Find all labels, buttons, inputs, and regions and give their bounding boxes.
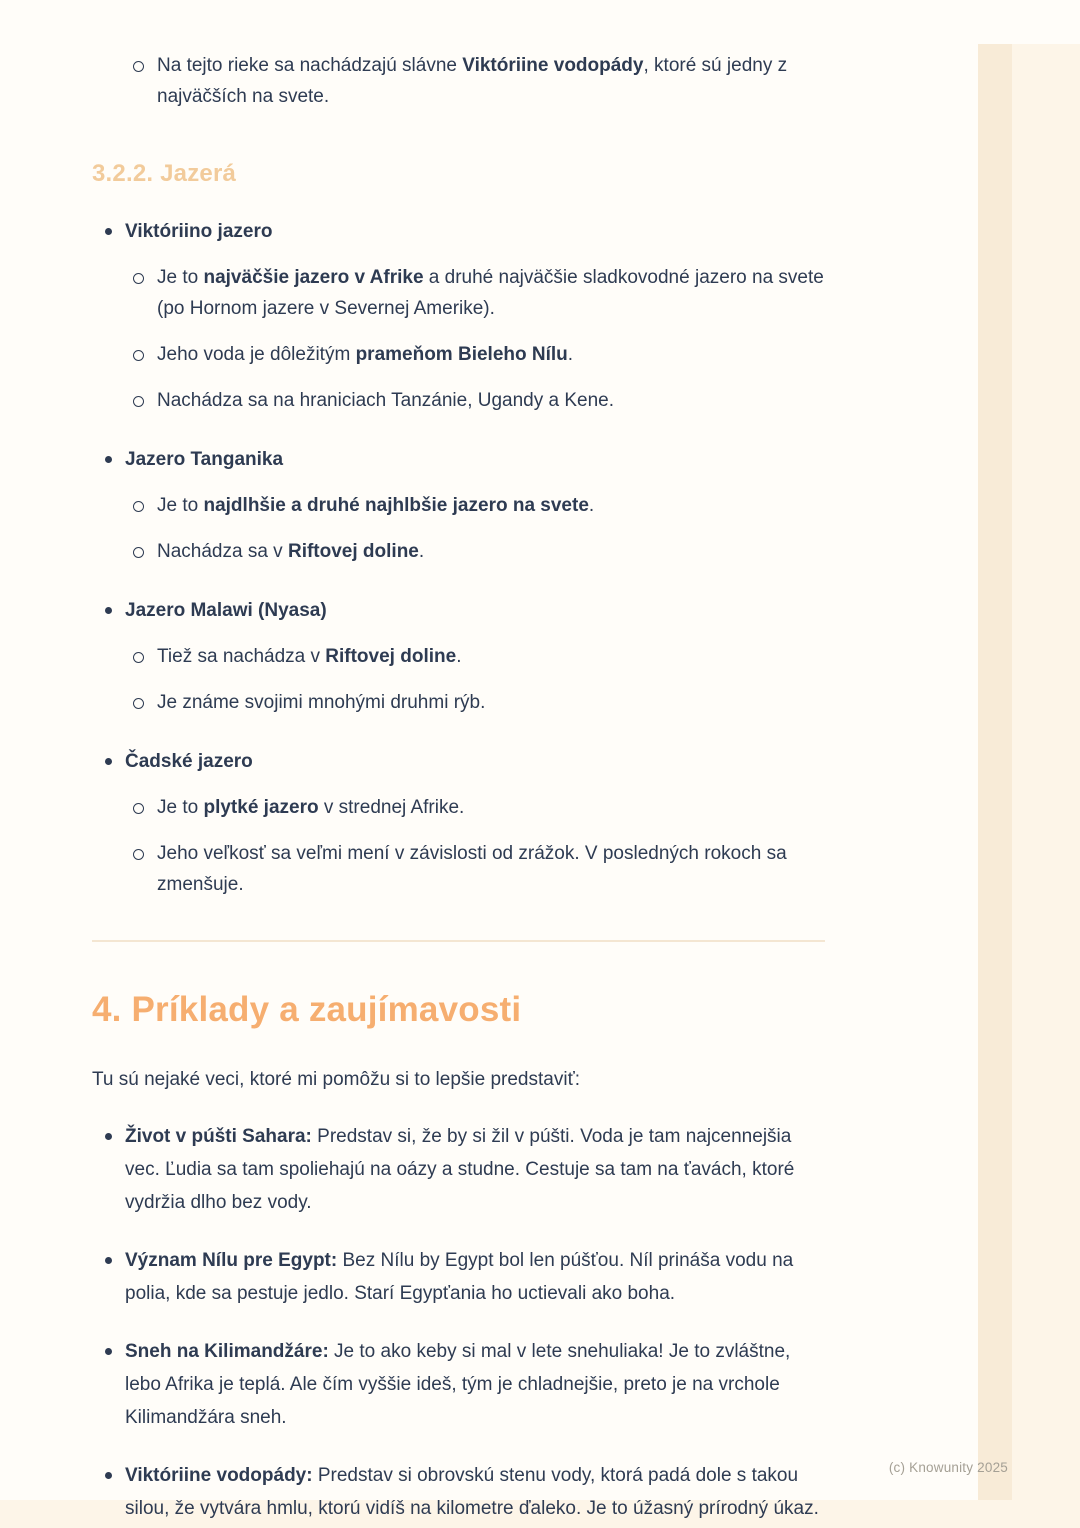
carryover-sublist [92, 50, 825, 112]
subitem-text: Na tejto rieke sa nachádzajú slávne Viktóriine vodopády, ktoré sú jedny z najväčších na svete. [157, 55, 788, 107]
lake-title: Jazero Tanganika [125, 449, 284, 470]
list-subitem [125, 641, 825, 672]
list-subitem [125, 687, 825, 718]
subitem-text: Je to najdlhšie a druhé najhlbšie jazero na svete. [157, 495, 595, 516]
example-text: Viktóriine vodopády: Predstav si obrovskú stenu vody, ktorá padá dole s takou silou, že vytvára hmlu, ktorú vidíš na kilometre ďaleko. Je to úžasný prírodný úkaz. [125, 1465, 819, 1519]
list-item-lake-tanganika [92, 444, 825, 567]
list-subitem [125, 490, 825, 521]
list-subitem [92, 50, 825, 112]
examples-intro: Tu sú nejaké veci, ktoré mi pomôžu si to lepšie predstaviť: [92, 1069, 580, 1090]
subitem-text: Je to plytké jazero v strednej Afrike. [157, 797, 465, 818]
subitem-text: Jeho voda je dôležitým prameňom Bieleho Nílu. [157, 344, 574, 365]
example-text: Význam Nílu pre Egypt: Bez Nílu by Egypt bol len púšťou. Níl prináša vodu na polia, kde sa pestuje jedlo. Starí Egypťania ho uctievali ako boha. [125, 1250, 794, 1304]
page-edge-stripe-light [1012, 44, 1080, 1528]
subitem-text: Nachádza sa v Riftovej doline. [157, 541, 425, 562]
lake-sublist [125, 262, 825, 416]
examples-list [92, 1120, 825, 1525]
subitem-text: Jeho veľkosť sa veľmi mení v závislosti od zrážok. V posledných rokoch sa zmenšuje. [157, 843, 787, 895]
list-item-example-sahara [92, 1120, 825, 1219]
list-subitem [125, 262, 825, 324]
lake-sublist [125, 641, 825, 718]
document-content [92, 0, 825, 1525]
subitem-text: Je známe svojimi mnohými druhmi rýb. [157, 692, 486, 713]
section-heading-priklady: 4. Príklady a zaujímavosti [92, 990, 522, 1029]
list-item-lake-viktoriino [92, 216, 825, 416]
list-subitem [125, 536, 825, 567]
lake-sublist [125, 490, 825, 567]
list-item-example-kilimandzaro [92, 1335, 825, 1434]
list-subitem [125, 385, 825, 416]
section-divider [92, 940, 825, 942]
list-subitem [125, 339, 825, 370]
lake-title: Viktóriino jazero [125, 221, 273, 242]
section-heading-jazera: 3.2.2. Jazerá [92, 160, 237, 187]
list-item-example-vodopady [92, 1459, 825, 1525]
list-subitem [125, 838, 825, 900]
list-item-lake-cadske [92, 746, 825, 900]
subitem-text: Nachádza sa na hraniciach Tanzánie, Ugandy a Kene. [157, 390, 615, 411]
lake-title: Jazero Malawi (Nyasa) [125, 600, 327, 621]
lake-sublist [125, 792, 825, 900]
lakes-list [92, 216, 825, 900]
lake-title: Čadské jazero [125, 751, 253, 772]
subitem-text: Tiež sa nachádza v Riftovej doline. [157, 646, 462, 667]
copyright-footer: (c) Knowunity 2025 [888, 1460, 1008, 1475]
list-item-example-nil [92, 1244, 825, 1310]
example-text: Život v púšti Sahara: Predstav si, že by si žil v púšti. Voda je tam najcennejšia vec. Ľudia sa tam spoliehajú na oázy a studne. Cestuje sa tam na ťavách, ktoré vydržia dlho bez vody. [125, 1126, 795, 1213]
subitem-text: Je to najväčšie jazero v Afrike a druhé najväčšie sladkovodné jazero na svete (po Hornom jazere v Severnej Amerike). [157, 267, 824, 319]
list-subitem [125, 792, 825, 823]
example-text: Sneh na Kilimandžáre: Je to ako keby si mal v lete snehuliaka! Je to zvláštne, lebo Afrika je teplá. Ale čím vyššie ideš, tým je chladnejšie, preto je na vrchole Kilimandžára sneh. [125, 1341, 791, 1428]
list-item-lake-malawi [92, 595, 825, 718]
page-edge-stripe-dark [978, 44, 1012, 1528]
